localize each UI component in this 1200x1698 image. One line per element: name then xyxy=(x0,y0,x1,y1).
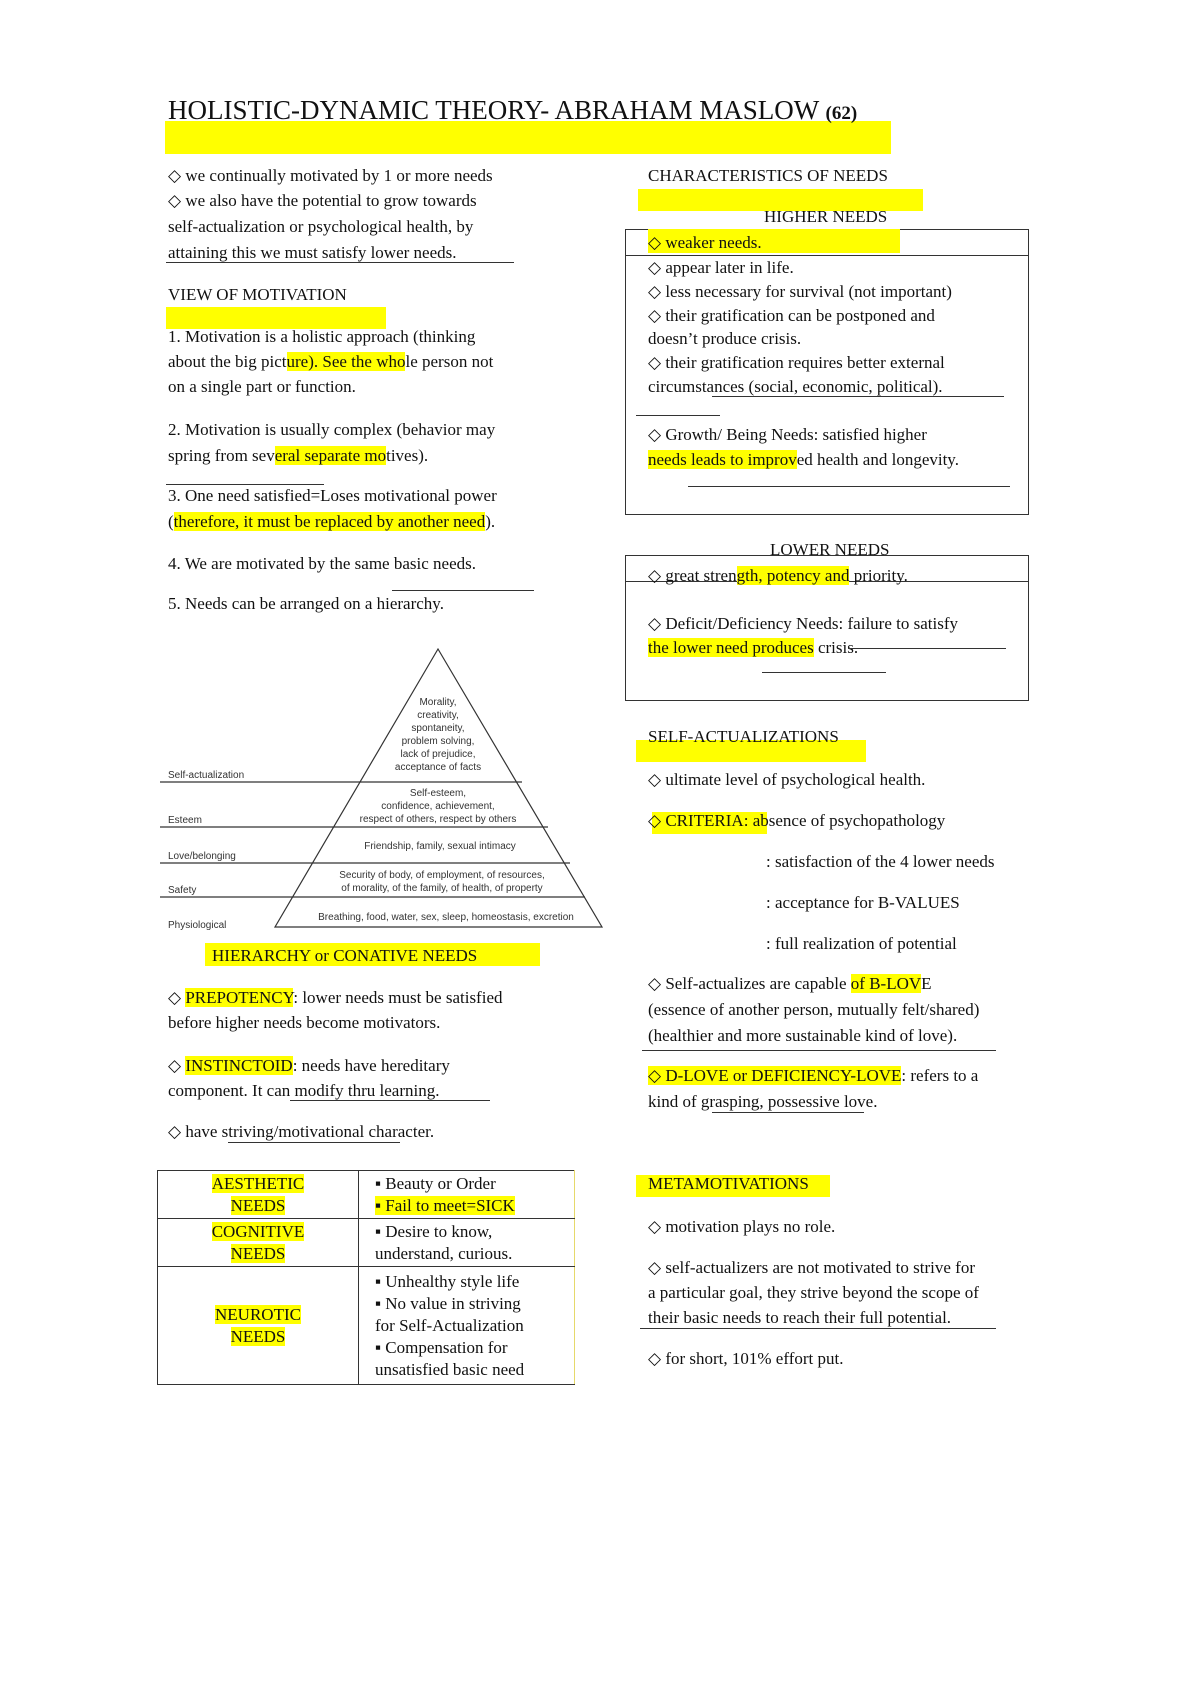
striving-line: ◇ have striving/motivational character. xyxy=(168,1122,435,1141)
underline xyxy=(228,1142,400,1143)
underline xyxy=(712,396,1004,397)
growth-needs-line-1: ◇ Growth/ Being Needs: satisfied higher xyxy=(648,425,927,444)
growth-needs-line-2: needs leads to improved health and longevity. xyxy=(648,450,959,469)
pyramid-text: Friendship, family, sexual intimacy xyxy=(364,841,516,852)
deficiency-needs-line-1: ◇ Deficit/Deficiency Needs: failure to satisfy xyxy=(648,614,958,633)
metamotivations-line: ◇ for short, 101% effort put. xyxy=(648,1349,844,1368)
underline xyxy=(762,672,886,673)
table-row xyxy=(158,1219,575,1267)
higher-needs-heading: HIGHER NEEDS xyxy=(764,207,888,226)
higher-needs-item: circumstances (social, economic, political). xyxy=(648,377,943,396)
title-page-number: (62) xyxy=(825,103,858,124)
motivation-point-1-line-1: 1. Motivation is a holistic approach (thinking xyxy=(168,327,476,346)
motivation-point-1-line-2: about the big picture). See the whole person not xyxy=(168,352,494,371)
pyramid-text: Security of body, of employment, of resources, xyxy=(339,870,545,881)
pyramid-text: spontaneity, xyxy=(411,723,465,734)
metamotivations-line: ◇ motivation plays no role. xyxy=(648,1217,836,1236)
deficiency-needs-line-2: the lower need produces crisis. xyxy=(648,638,859,657)
underline xyxy=(848,648,1006,649)
motivation-point-3-line-2: (therefore, it must be replaced by another need). xyxy=(168,512,496,531)
hierarchy-heading: HIERARCHY or CONATIVE NEEDS xyxy=(212,946,478,965)
pyramid-text: Self-esteem, xyxy=(409,788,467,799)
maslow-pyramid-diagram xyxy=(160,645,610,935)
underline xyxy=(166,262,514,263)
b-love-line-1: ◇ Self-actualizes are capable of B-LOVE xyxy=(648,974,932,993)
pyramid-text: acceptance of facts xyxy=(394,762,482,773)
intro-line-3: self-actualization or psychological health, by xyxy=(168,217,474,236)
table-value-cell: ▪ Unhealthy style life ▪ No value in striving for Self-Actualization ▪ Compensation for unsatisfied basic need xyxy=(359,1267,575,1385)
pyramid-text: creativity, xyxy=(417,710,459,721)
lower-needs-strength: ◇ great strength, potency and priority. xyxy=(648,566,908,585)
pyramid-text: of morality, of the family, of health, of property xyxy=(341,883,543,894)
pyramid-text: respect of others, respect by others xyxy=(359,814,517,825)
lower-needs-heading: LOWER NEEDS xyxy=(770,540,890,559)
pyramid-text: confidence, achievement, xyxy=(381,801,495,812)
prepotency-line-1: ◇ PREPOTENCY: lower needs must be satisfied xyxy=(168,988,503,1007)
pyramid-text: Morality, xyxy=(419,697,457,708)
page-title xyxy=(168,95,857,126)
motivation-point-3-line-1: 3. One need satisfied=Loses motivational power xyxy=(168,486,497,505)
ultimate-level-line: ◇ ultimate level of psychological health. xyxy=(648,770,926,789)
metamotivations-heading: METAMOTIVATIONS xyxy=(648,1174,809,1193)
pyramid-label-love-belonging: Love/belonging xyxy=(168,851,236,862)
table-value-cell: ▪ Desire to know, understand, curious. xyxy=(359,1219,575,1267)
self-actualizations-heading: SELF-ACTUALIZATIONS xyxy=(648,727,839,746)
intro-line-1: ◇ we continually motivated by 1 or more needs xyxy=(168,166,493,185)
underline xyxy=(290,1100,490,1101)
higher-needs-weaker: ◇ weaker needs. xyxy=(648,233,762,252)
table-row xyxy=(158,1171,575,1219)
intro-line-2: ◇ we also have the potential to grow towards xyxy=(168,191,477,210)
characteristics-heading: CHARACTERISTICS OF NEEDS xyxy=(648,166,888,185)
pyramid-label-physiological: Physiological xyxy=(168,920,227,931)
intro-line-4: attaining this we must satisfy lower needs. xyxy=(168,243,457,262)
b-love-line-3: (healthier and more sustainable kind of love). xyxy=(648,1026,958,1045)
higher-needs-item: ◇ appear later in life. xyxy=(648,258,794,277)
pyramid-text: Breathing, food, water, sex, sleep, homeostasis, excretion xyxy=(318,912,574,923)
criteria-line: ◇ CRITERIA: absence of psychopathology xyxy=(648,811,946,830)
d-love-line-1: ◇ D-LOVE or DEFICIENCY-LOVE: refers to a xyxy=(648,1066,979,1085)
underline xyxy=(712,1112,864,1113)
table-key-cell: COGNITIVE NEEDS xyxy=(158,1219,359,1267)
b-love-line-2: (essence of another person, mutually felt/shared) xyxy=(648,1000,980,1019)
pyramid-label-self-actualization: Self-actualization xyxy=(168,770,245,781)
higher-needs-item: ◇ less necessary for survival (not important) xyxy=(648,282,952,301)
table-row xyxy=(158,1267,575,1385)
motivation-point-1-line-3: on a single part or function. xyxy=(168,377,356,396)
table-key-cell: AESTHETIC NEEDS xyxy=(158,1171,359,1219)
higher-needs-item: doesn’t produce crisis. xyxy=(648,329,802,348)
underline xyxy=(636,415,720,416)
table-value-cell: ▪ Beauty or Order ▪ Fail to meet=SICK xyxy=(359,1171,575,1219)
motivation-point-5: 5. Needs can be arranged on a hierarchy. xyxy=(168,594,444,613)
pyramid-text: problem solving, xyxy=(401,736,475,747)
motivation-point-2-line-2: spring from several separate motives). xyxy=(168,446,429,465)
prepotency-line-2: before higher needs become motivators. xyxy=(168,1013,441,1032)
underline xyxy=(640,1328,996,1329)
metamotivations-line: a particular goal, they strive beyond the scope of xyxy=(648,1283,979,1302)
table-key-cell: NEUROTIC NEEDS xyxy=(158,1267,359,1385)
title-text: HOLISTIC-DYNAMIC THEORY- ABRAHAM MASLOW xyxy=(168,95,819,125)
view-of-motivation-heading: VIEW OF MOTIVATION xyxy=(168,285,347,304)
underline xyxy=(688,486,1010,487)
criteria-item: : acceptance for B-VALUES xyxy=(766,893,960,912)
motivation-point-4: 4. We are motivated by the same basic needs. xyxy=(168,554,476,573)
criteria-item: : full realization of potential xyxy=(766,934,957,953)
higher-needs-item: ◇ their gratification requires better external xyxy=(648,353,945,372)
metamotivations-line: ◇ self-actualizers are not motivated to strive for xyxy=(648,1258,975,1277)
underline xyxy=(642,1050,996,1051)
metamotivations-line: their basic needs to reach their full potential. xyxy=(648,1308,952,1327)
higher-needs-item: ◇ their gratification can be postponed and xyxy=(648,306,935,325)
d-love-line-2: kind of grasping, possessive love. xyxy=(648,1092,878,1111)
pyramid-text: lack of prejudice, xyxy=(400,749,476,760)
criteria-item: : satisfaction of the 4 lower needs xyxy=(766,852,995,871)
motivation-point-2-line-1: 2. Motivation is usually complex (behavior may xyxy=(168,420,496,439)
underline xyxy=(392,590,534,591)
pyramid-label-esteem: Esteem xyxy=(168,815,202,826)
instinctoid-line-1: ◇ INSTINCTOID: needs have hereditary xyxy=(168,1056,450,1075)
instinctoid-line-2: component. It can modify thru learning. xyxy=(168,1081,440,1100)
pyramid-label-safety: Safety xyxy=(168,885,197,896)
needs-table xyxy=(157,1170,575,1385)
